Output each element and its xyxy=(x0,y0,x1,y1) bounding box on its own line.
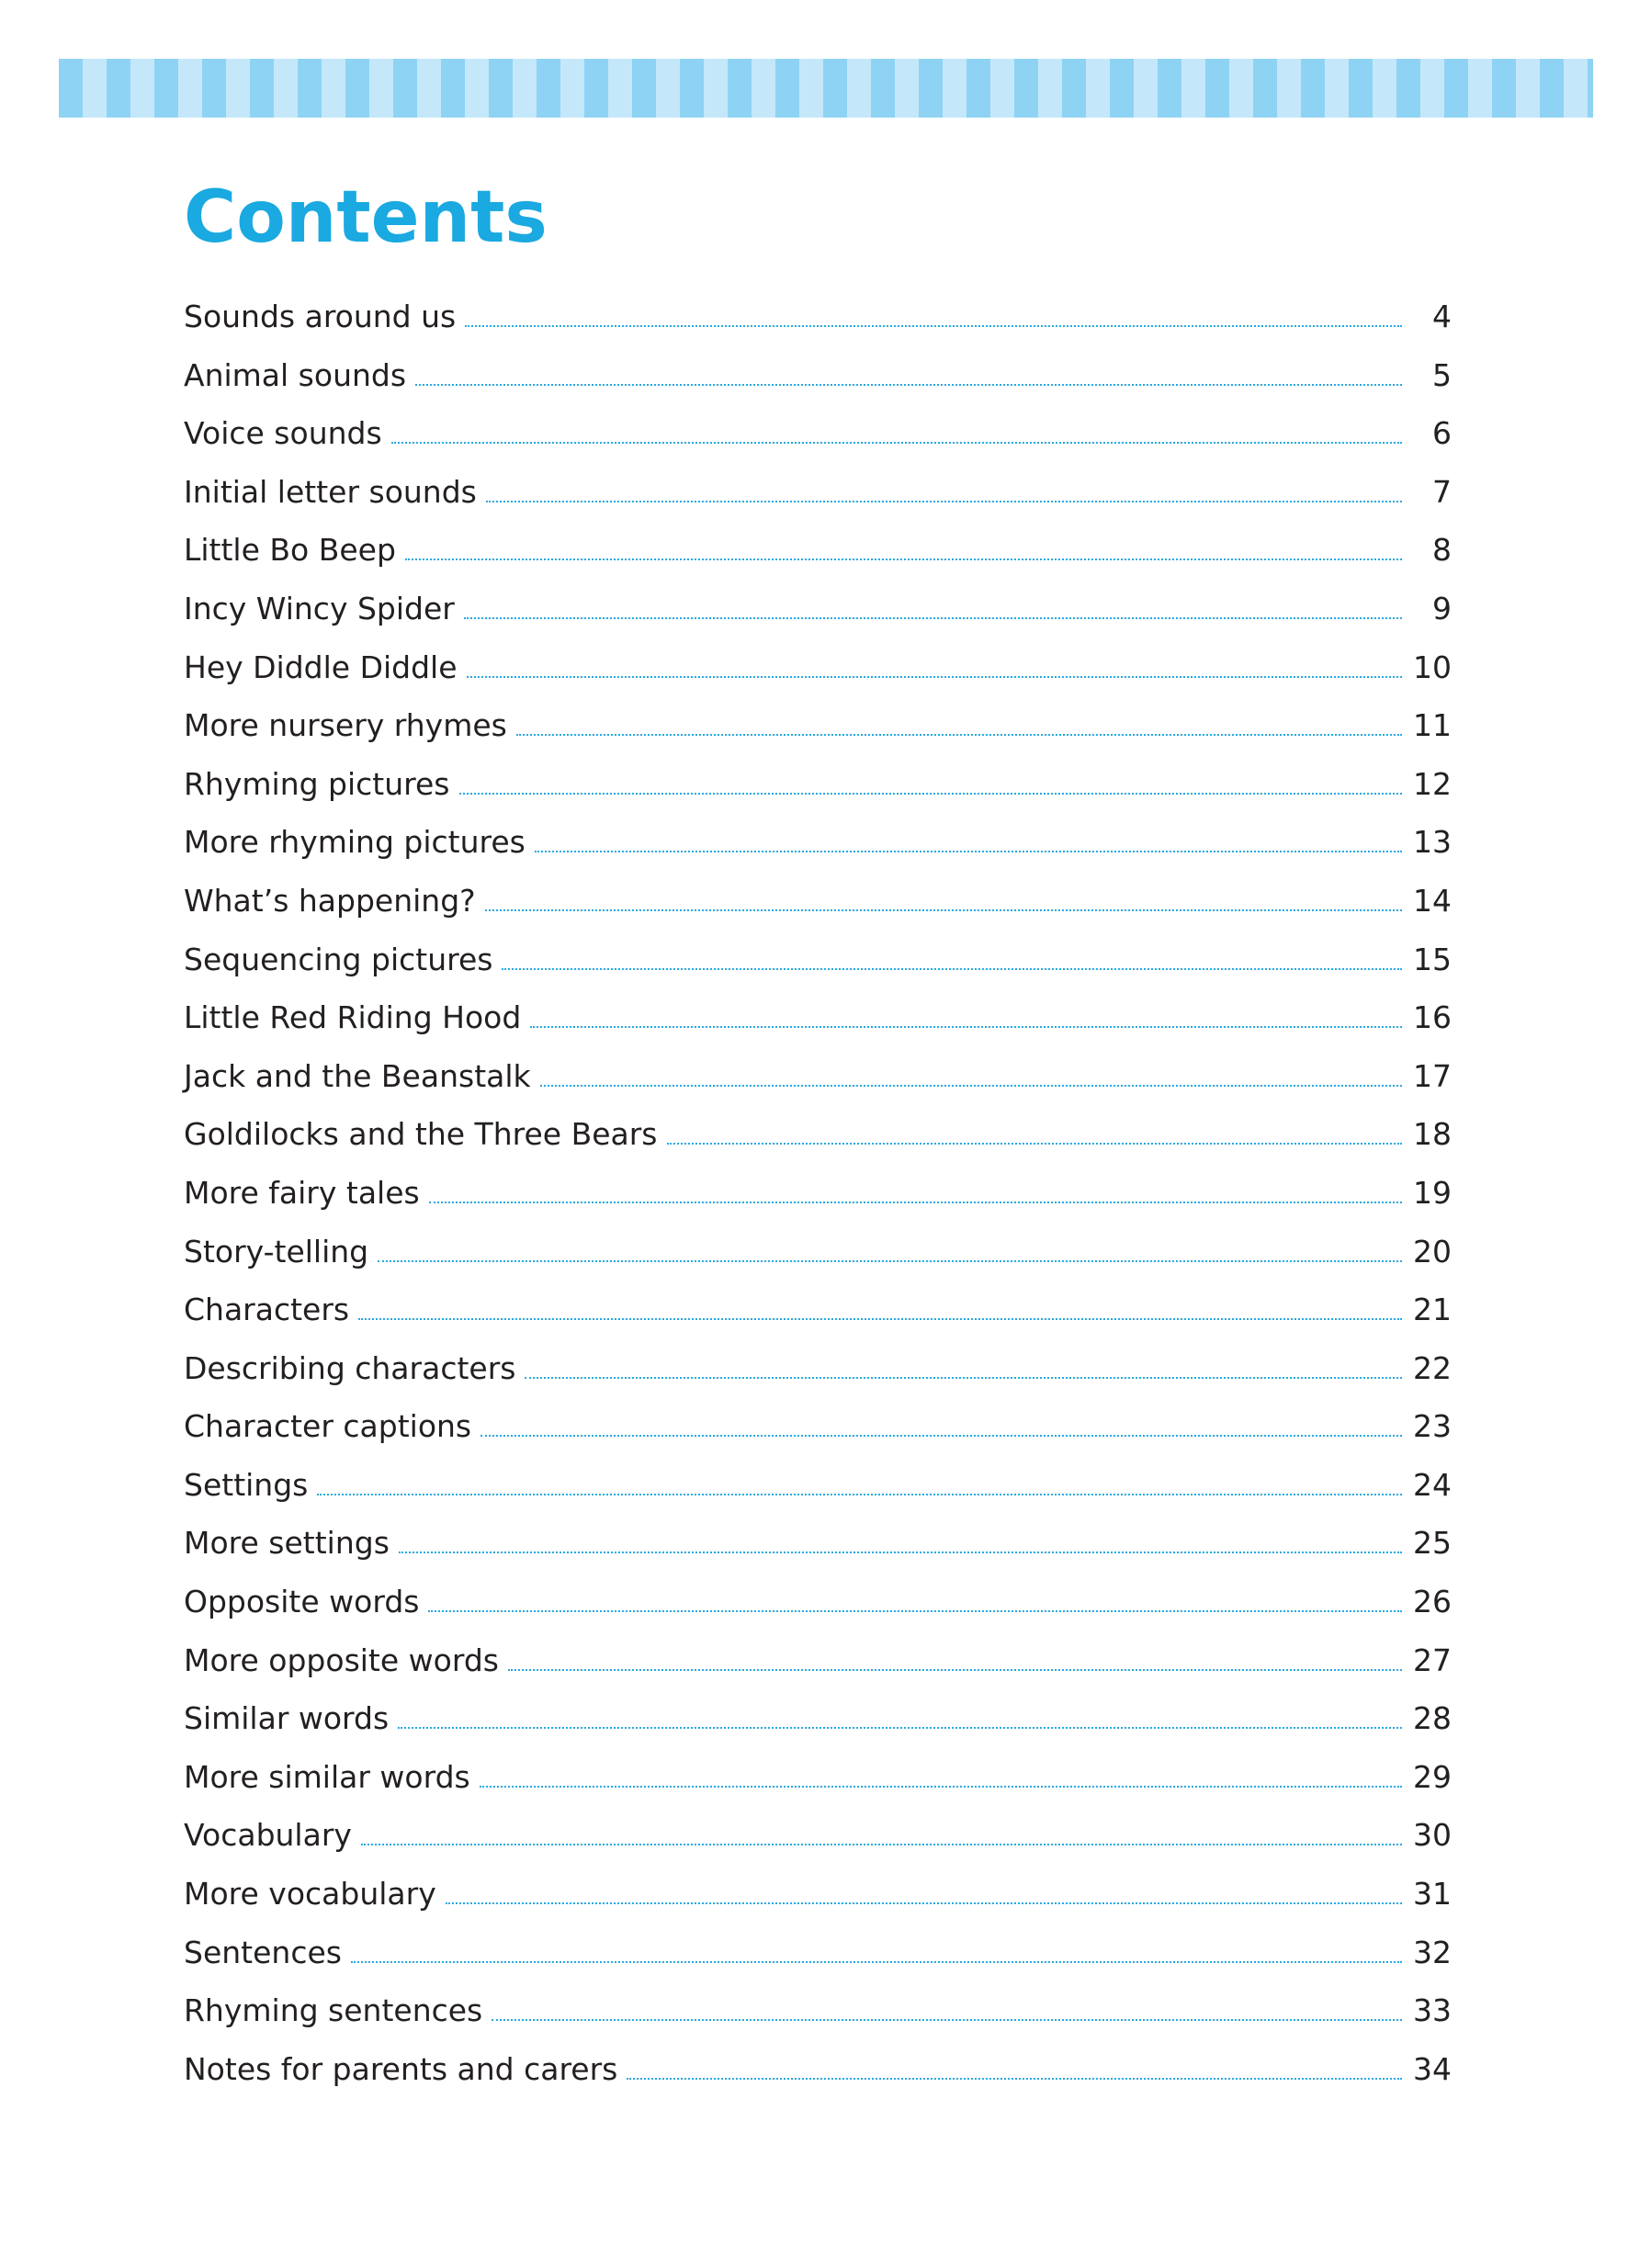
toc-entry-title: Goldilocks and the Three Bears xyxy=(184,1116,658,1153)
toc-entry-title: Initial letter sounds xyxy=(184,473,477,510)
toc-entry-title: Sounds around us xyxy=(184,299,457,334)
toc-entry xyxy=(184,1234,1452,1292)
toc-entry-title: Similar words xyxy=(184,1700,390,1737)
toc-page-number: 23 xyxy=(1413,1408,1452,1445)
toc-page-number: 22 xyxy=(1413,1349,1452,1386)
dotted-leader xyxy=(525,1377,1402,1379)
toc-page-number: 9 xyxy=(1432,590,1452,626)
dotted-leader xyxy=(361,1844,1402,1845)
toc-entry-title: More vocabulary xyxy=(184,1876,436,1913)
toc-page-number: 25 xyxy=(1413,1525,1452,1562)
dotted-leader xyxy=(667,1143,1403,1145)
toc-entry xyxy=(184,1292,1452,1350)
toc-entry xyxy=(184,942,1452,1000)
toc-page-number: 21 xyxy=(1413,1292,1452,1328)
dotted-leader xyxy=(358,1318,1402,1320)
dotted-leader xyxy=(492,2019,1402,2021)
toc-entry xyxy=(184,766,1452,825)
toc-entry xyxy=(184,824,1452,883)
toc-entry-title: Character captions xyxy=(184,1408,472,1445)
toc-page-number: 30 xyxy=(1413,1817,1452,1854)
toc-page-number: 14 xyxy=(1413,882,1452,919)
page-title: Contents xyxy=(184,176,548,259)
toc-page-number: 13 xyxy=(1413,824,1452,861)
toc-entry-title: More opposite words xyxy=(184,1642,499,1678)
dotted-leader xyxy=(516,734,1402,736)
toc-page-number: 31 xyxy=(1413,1876,1452,1913)
toc-entry-title: Animal sounds xyxy=(184,356,407,393)
toc-entry xyxy=(184,1642,1452,1701)
toc-entry xyxy=(184,707,1452,766)
toc-entry-title: Notes for parents and carers xyxy=(184,2050,618,2087)
toc-entry xyxy=(184,1058,1452,1117)
dotted-leader xyxy=(485,909,1402,911)
toc-entry-title: Rhyming pictures xyxy=(184,765,450,802)
toc-entry-title: Characters xyxy=(184,1292,350,1328)
contents-list xyxy=(184,299,1452,2109)
toc-page-number: 29 xyxy=(1413,1758,1452,1795)
toc-entry xyxy=(184,1759,1452,1818)
toc-entry-title: Voice sounds xyxy=(184,415,382,452)
toc-page-number: 11 xyxy=(1413,707,1452,744)
toc-entry-title: More settings xyxy=(184,1525,390,1562)
dotted-leader xyxy=(530,1026,1402,1028)
dotted-leader xyxy=(428,1610,1402,1612)
dotted-leader xyxy=(502,968,1402,970)
dotted-leader xyxy=(627,2078,1402,2080)
toc-entry-title: Vocabulary xyxy=(184,1817,352,1854)
toc-entry xyxy=(184,1408,1452,1467)
toc-entry-title: Little Red Riding Hood xyxy=(184,999,522,1036)
toc-entry-title: Rhyming sentences xyxy=(184,1992,483,2029)
toc-page-number: 33 xyxy=(1413,1992,1452,2029)
toc-page-number: 8 xyxy=(1432,532,1452,569)
toc-entry-title: Opposite words xyxy=(184,1584,420,1620)
toc-page-number: 19 xyxy=(1413,1174,1452,1211)
dotted-leader xyxy=(415,384,1402,386)
toc-entry xyxy=(184,591,1452,649)
dotted-leader xyxy=(391,442,1402,444)
dotted-leader xyxy=(540,1085,1402,1087)
toc-entry xyxy=(184,357,1452,416)
dotted-leader xyxy=(535,851,1402,852)
toc-page-number: 12 xyxy=(1413,765,1452,802)
toc-page-number: 24 xyxy=(1413,1466,1452,1503)
toc-entry-title: More fairy tales xyxy=(184,1174,420,1211)
toc-entry xyxy=(184,1700,1452,1759)
toc-page-number: 26 xyxy=(1413,1584,1452,1620)
dotted-leader xyxy=(467,676,1402,678)
toc-entry-title: Hey Diddle Diddle xyxy=(184,649,458,685)
dotted-leader xyxy=(459,793,1403,795)
toc-entry-title: Sequencing pictures xyxy=(184,941,493,977)
decorative-stripe-banner xyxy=(59,59,1593,118)
toc-entry xyxy=(184,474,1452,533)
dotted-leader xyxy=(378,1260,1402,1262)
toc-entry xyxy=(184,1817,1452,1876)
toc-entry-title: Little Bo Beep xyxy=(184,532,396,569)
toc-entry-title: Jack and the Beanstalk xyxy=(184,1057,531,1094)
toc-page-number: 4 xyxy=(1432,299,1452,334)
toc-entry-title: Story-telling xyxy=(184,1233,369,1269)
dotted-leader xyxy=(317,1494,1402,1495)
toc-entry xyxy=(184,2051,1452,2110)
dotted-leader xyxy=(464,617,1402,619)
toc-entry-title: More similar words xyxy=(184,1758,470,1795)
dotted-leader xyxy=(405,559,1402,560)
dotted-leader xyxy=(508,1669,1402,1671)
toc-entry-title: Describing characters xyxy=(184,1349,516,1386)
toc-entry-title: More rhyming pictures xyxy=(184,824,526,861)
toc-page-number: 28 xyxy=(1413,1700,1452,1737)
toc-entry xyxy=(184,1467,1452,1526)
toc-entry xyxy=(184,415,1452,474)
toc-page-number: 10 xyxy=(1413,649,1452,685)
toc-entry xyxy=(184,1584,1452,1642)
toc-page-number: 20 xyxy=(1413,1233,1452,1269)
toc-entry-title: Settings xyxy=(184,1466,309,1503)
dotted-leader xyxy=(398,1727,1402,1729)
toc-entry xyxy=(184,1935,1452,1993)
toc-entry xyxy=(184,883,1452,942)
toc-page-number: 34 xyxy=(1413,2050,1452,2087)
dotted-leader xyxy=(429,1202,1402,1203)
toc-entry xyxy=(184,1525,1452,1584)
toc-page-number: 7 xyxy=(1432,473,1452,510)
dotted-leader xyxy=(465,325,1402,327)
toc-page-number: 17 xyxy=(1413,1057,1452,1094)
dotted-leader xyxy=(486,501,1402,502)
toc-entry xyxy=(184,1175,1452,1234)
toc-entry xyxy=(184,299,1452,357)
toc-page-number: 16 xyxy=(1413,999,1452,1036)
toc-page-number: 15 xyxy=(1413,941,1452,977)
toc-entry xyxy=(184,1876,1452,1935)
toc-entry-title: More nursery rhymes xyxy=(184,707,507,744)
toc-page-number: 32 xyxy=(1413,1934,1452,1970)
toc-entry-title: What’s happening? xyxy=(184,882,476,919)
toc-entry xyxy=(184,1350,1452,1409)
toc-entry xyxy=(184,1116,1452,1175)
toc-entry-title: Sentences xyxy=(184,1934,342,1970)
dotted-leader xyxy=(480,1786,1402,1788)
toc-page-number: 6 xyxy=(1432,415,1452,452)
dotted-leader xyxy=(480,1435,1402,1437)
toc-page-number: 5 xyxy=(1432,356,1452,393)
toc-entry xyxy=(184,999,1452,1058)
dotted-leader xyxy=(446,1902,1402,1904)
toc-entry xyxy=(184,532,1452,591)
dotted-leader xyxy=(351,1961,1402,1963)
toc-entry xyxy=(184,649,1452,708)
toc-page-number: 18 xyxy=(1413,1116,1452,1153)
dotted-leader xyxy=(399,1551,1402,1553)
toc-page-number: 27 xyxy=(1413,1642,1452,1678)
toc-entry xyxy=(184,1992,1452,2051)
toc-entry-title: Incy Wincy Spider xyxy=(184,590,455,626)
